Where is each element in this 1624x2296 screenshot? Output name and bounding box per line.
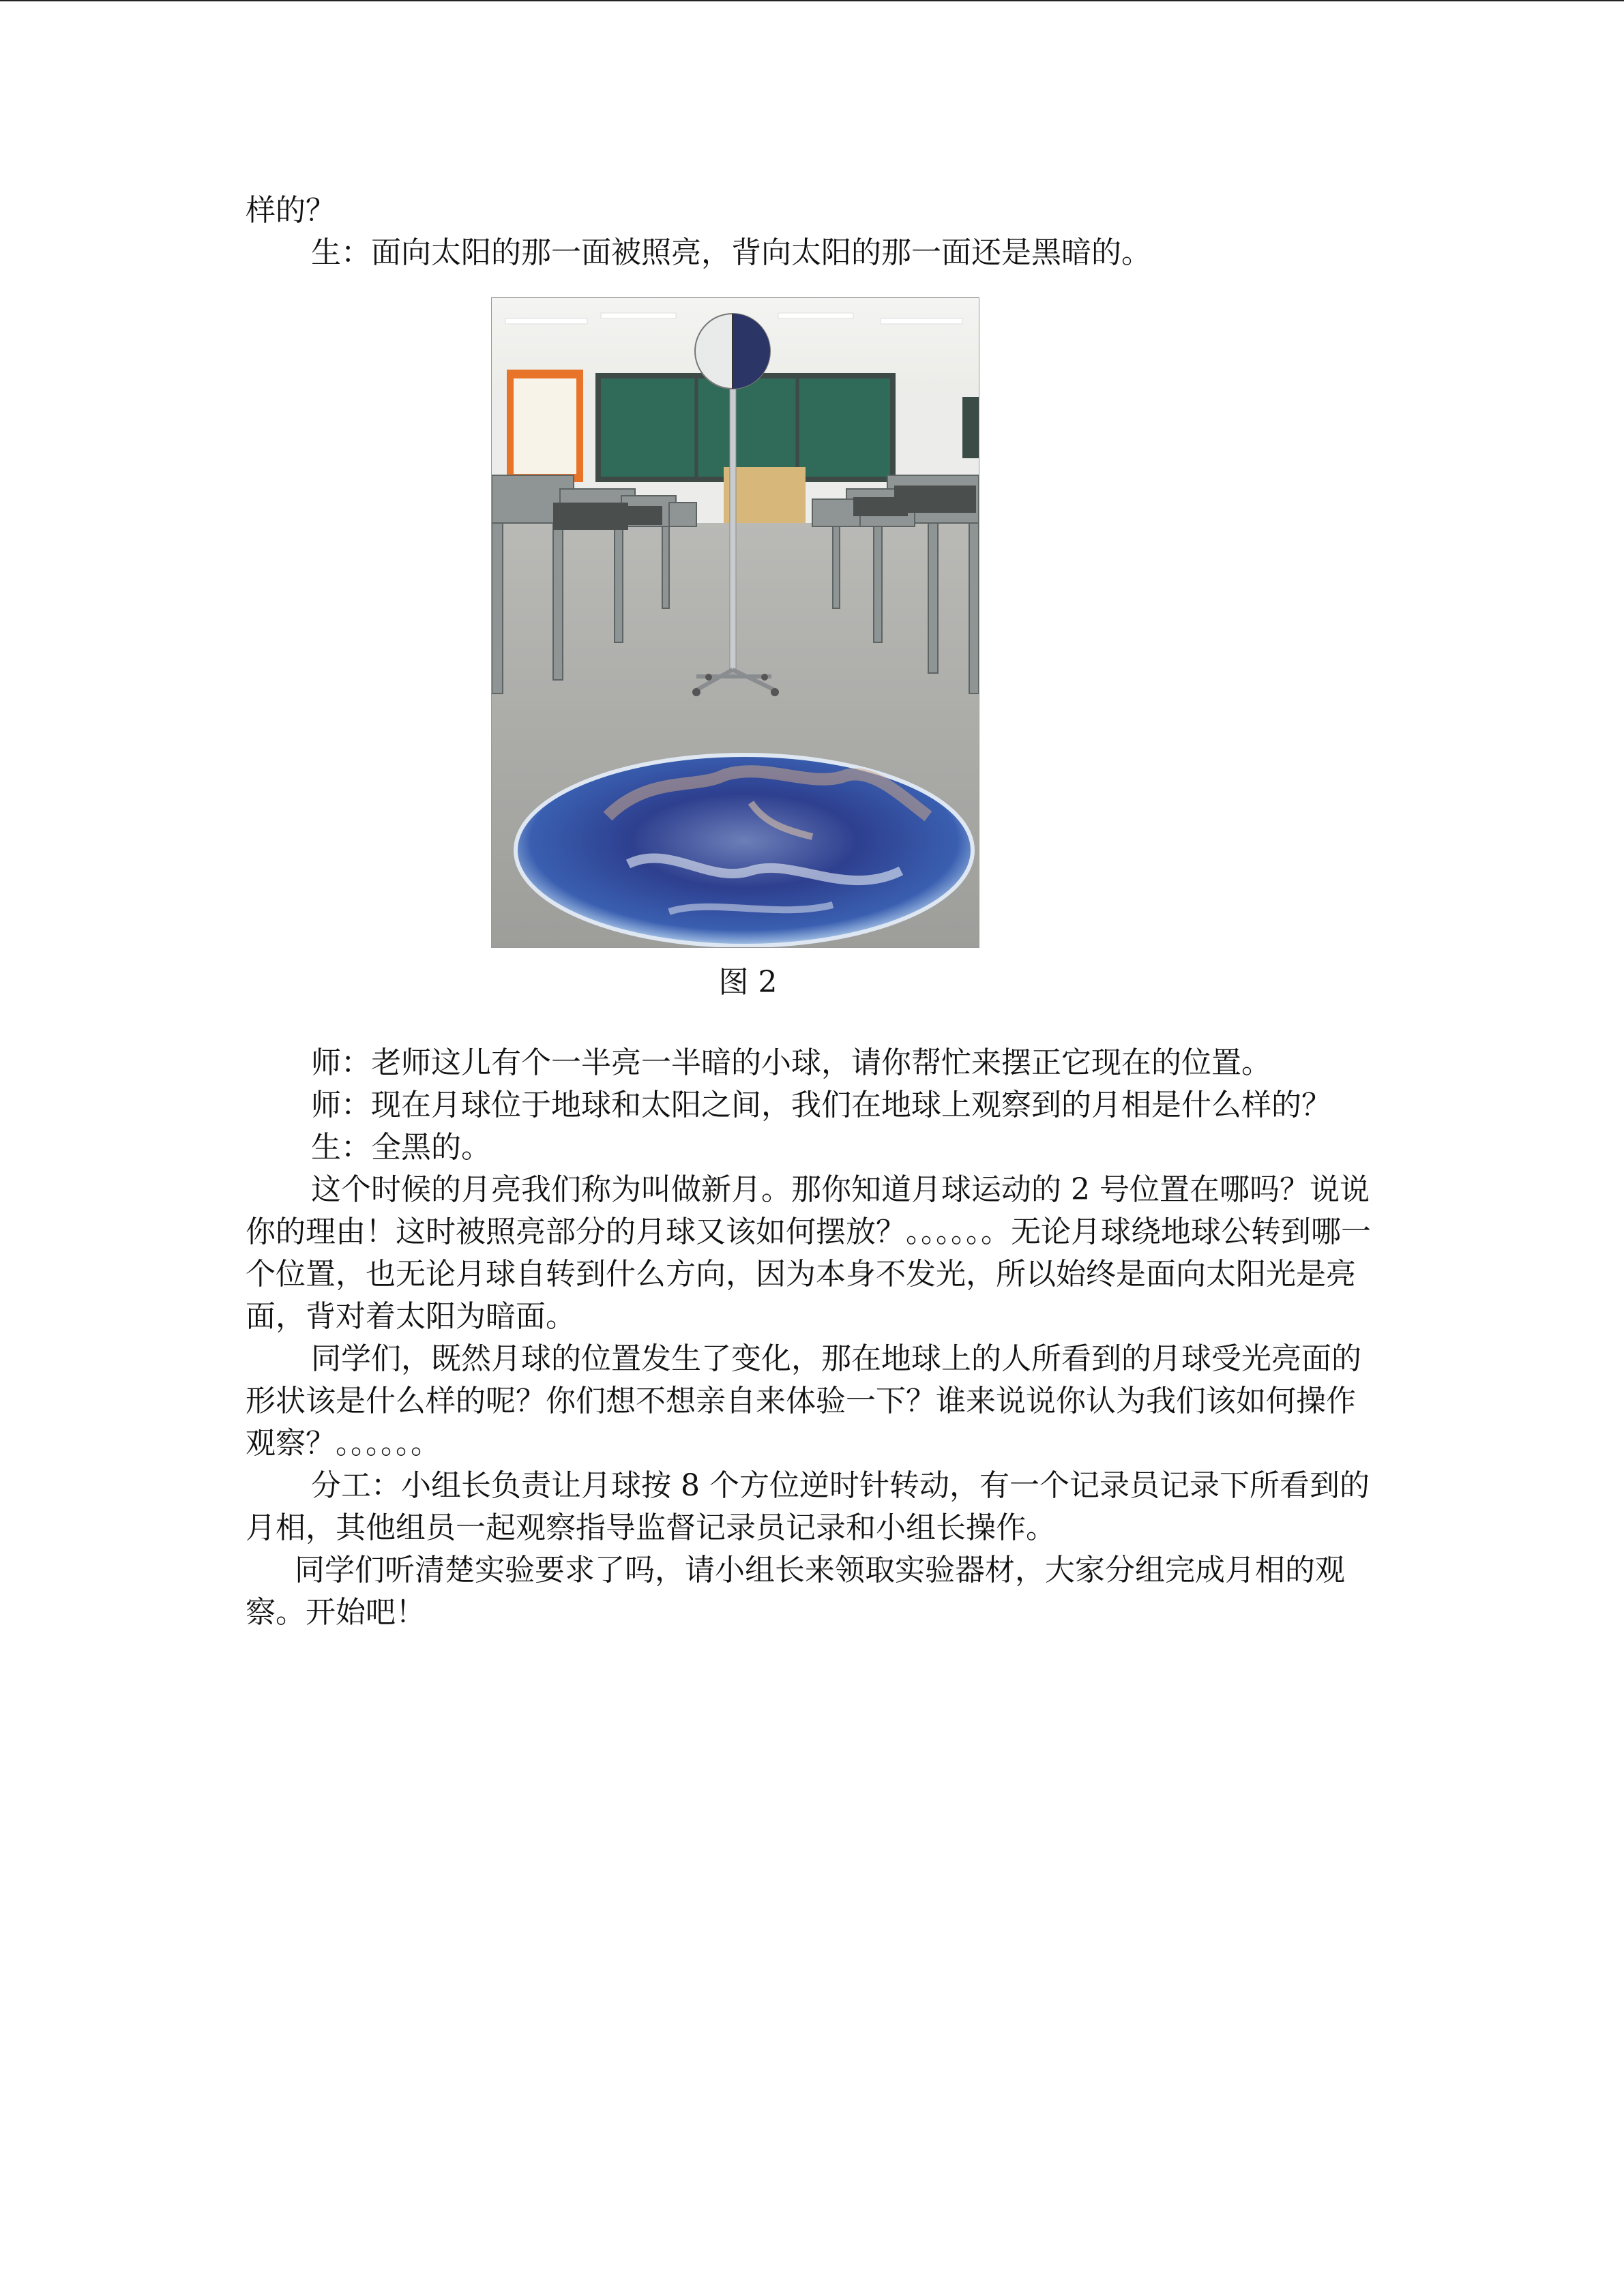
paragraph-student-answer: 生：面向太阳的那一面被照亮，背向太阳的那一面还是黑暗的。 (311, 235, 1151, 270)
figure-caption-text: 图 2 (718, 965, 778, 1000)
paragraph-continuation: 样的？ (246, 193, 336, 228)
paragraph-new-moon: 这个时候的月亮我们称为叫做新月。那你知道月球运动的 2 号位置在哪吗？说说你的理由！这时被照亮部分的月球又该如何摆放？。。。。。。无论月球绕地球公转到哪一个位置，也无论月球自转到什么方向，因为本身不发光，所以始终是面向太阳光是亮面，背对着太阳为暗面。 (246, 1172, 1371, 1334)
classroom-moon-model-photo (491, 297, 979, 948)
page-top-border (0, 0, 1624, 1)
figure-caption (0, 961, 1624, 1004)
paragraph-teacher-1: 师：老师这儿有个一半亮一半暗的小球，请你帮忙来摆正它现在的位置。 (311, 1045, 1271, 1080)
paragraph-division-of-labor: 分工：小组长负责让月球按 8 个方位逆时针转动，有一个记录员记录下所看到的月相，其他组员一起观察指导监督记录员记录和小组长操作。 (246, 1468, 1370, 1545)
bottom-text-block (246, 1042, 1378, 1634)
paragraph-teacher-2: 师：现在月球位于地球和太阳之间，我们在地球上观察到的月相是什么样的？ (311, 1088, 1331, 1122)
top-text-block (246, 190, 1378, 274)
paragraph-observe: 同学们，既然月球的位置发生了变化，那在地球上的人所看到的月球受光亮面的形状该是什么样的呢？你们想不想亲自来体验一下？谁来说说你认为我们该如何操作观察？。。。。。。 (246, 1341, 1361, 1461)
paragraph-student-2: 生：全黑的。 (311, 1130, 491, 1165)
paragraph-start: 同学们听清楚实验要求了吗，请小组长来领取实验器材，大家分组完成月相的观察。开始吧！ (246, 1553, 1345, 1630)
